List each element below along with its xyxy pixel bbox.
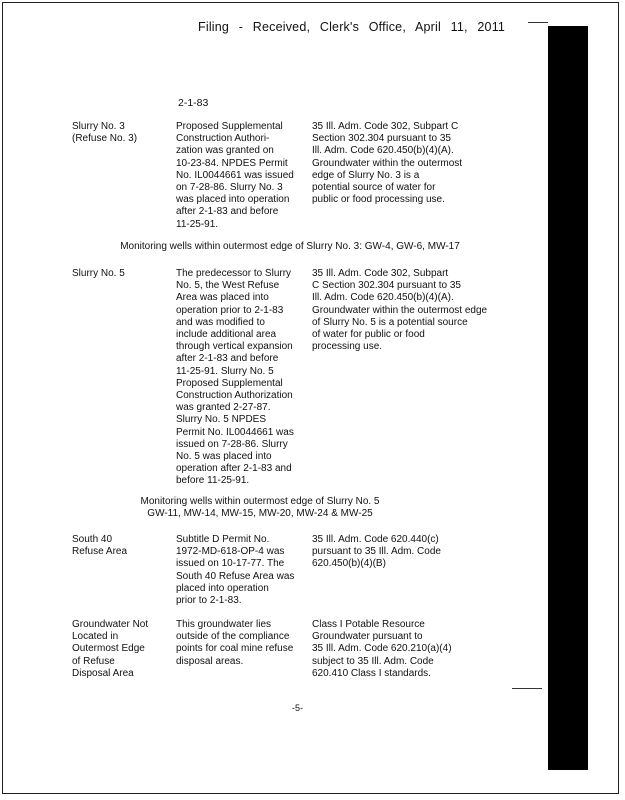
row-status: This groundwater lies outside of the compliance points for coal mine refuse disposal areas.	[176, 619, 294, 667]
row-name: South 40 Refuse Area	[72, 534, 128, 558]
row-regulation: 35 Ill. Adm. Code 302, Subpart C Section 302.304 pursuant to 35 Ill. Adm. Code 620.450(b)(4)(A). Groundwater within the outermost edge of Slurry No. 3 is a potential source of water for public or food processing use.	[312, 121, 463, 206]
row-status: Subtitle D Permit No. 1972-MD-618-OP-4 was issued on 10-17-77. The South 40 Refuse Area was placed into operation prior to 2-1-83.	[176, 534, 295, 607]
monitoring-wells-note: Monitoring wells within outermost edge of Slurry No. 3: GW-4, GW-6, MW-17	[120, 241, 460, 252]
row-regulation: 35 Ill. Adm. Code 302, Subpart C Section 302.304 pursuant to 35 Ill. Adm. Code 620.450(b)(4)(A). Groundwater within the outermost edge of Slurry No. 5 is a potential source of water for public or food processing use.	[312, 268, 488, 353]
row-regulation: 35 Ill. Adm. Code 620.440(c) pursuant to 35 Ill. Adm. Code 620.450(b)(4)(B)	[312, 534, 441, 570]
row-regulation: Class I Potable Resource Groundwater pursuant to 35 Ill. Adm. Code 620.210(a)(4) subject to 35 Ill. Adm. Code 620.410 Class I standards.	[312, 619, 452, 679]
scan-edge-bar	[548, 26, 588, 770]
scan-artifact	[512, 688, 542, 689]
row-status: Proposed Supplemental Construction Authori- zation was granted on 10-23-84. NPDES Permit No. IL0044661 was issued on 7-28-86. Slurry No. 3 was placed into operation after 2-1-83 and before 11-25-91.	[176, 121, 294, 230]
row-name: Slurry No. 3 (Refuse No. 3)	[72, 121, 138, 145]
row-name: Slurry No. 5	[72, 268, 125, 279]
continued-date: 2-1-83	[178, 97, 209, 109]
row-name: Groundwater Not Located in Outermost Edge of Refuse Disposal Area	[72, 619, 149, 679]
row-status: The predecessor to Slurry No. 5, the West Refuse Area was placed into operation prior to 2-1-83 and was modified to include additional area through vertical expansion after 2-1-83 and before 11-25-91. Slurry No. 5 Proposed Supplemental Construction Authorization was granted 2-27-87. Slurry No. 5 NPDES Permit No. IL0044661 was issued on 7-28-86. Slurry No. 5 was placed into operation after 2-1-83 and before 11-25-91.	[176, 268, 294, 487]
monitoring-wells-note: Monitoring wells within outermost edge of Slurry No. 5 GW-11, MW-14, MW-15, MW-20, MW-24 & MW-25	[140, 496, 380, 520]
page-number: -5-	[292, 703, 303, 713]
scan-artifact	[528, 22, 548, 23]
filing-header: Filing - Received, Clerk's Office, April 11, 2011	[198, 20, 506, 34]
